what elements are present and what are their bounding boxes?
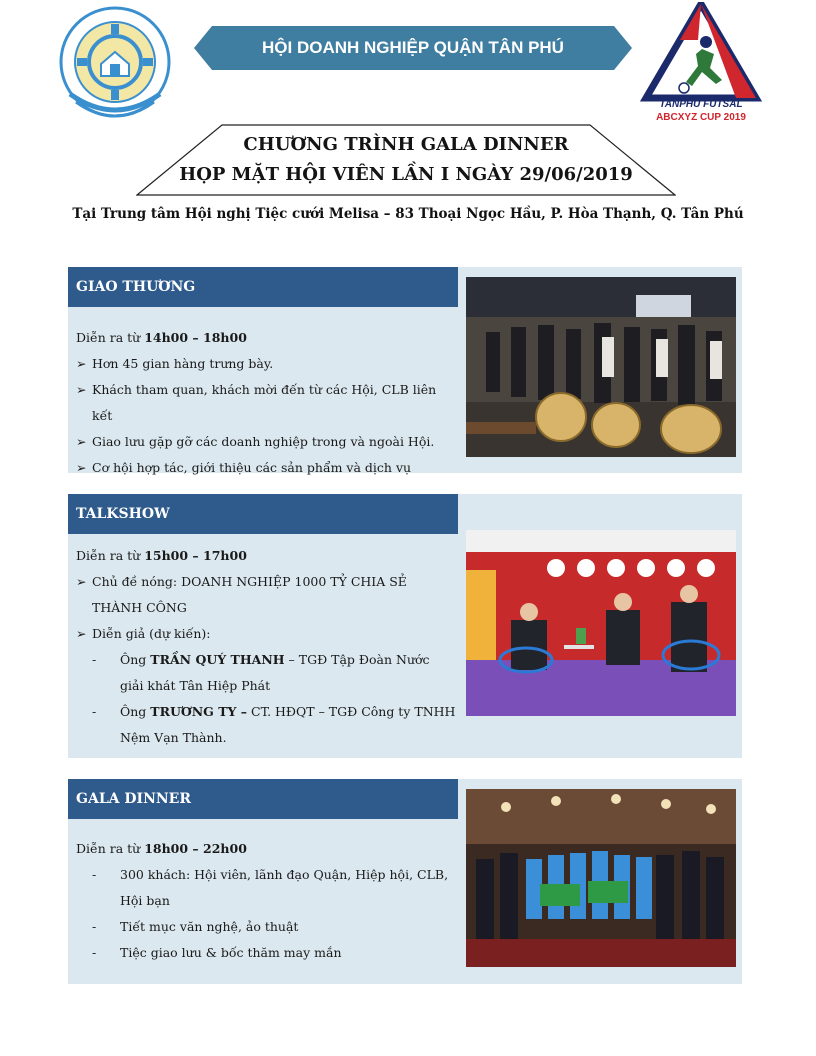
list-item: ➢ Khách tham quan, khách mời đến từ các Hội, CLB liên kết <box>76 382 437 423</box>
list-item: ➢ Giao lưu gặp gỡ các doanh nghiệp trong và ngoài Hội. <box>76 434 435 449</box>
title-line1: CHƯƠNG TRÌNH GALA DINNER <box>243 134 569 155</box>
time-range: Diễn ra từ 14h00 – 18h00 <box>76 330 247 345</box>
association-logo <box>56 6 174 124</box>
futsal-logo-line1: TANPHU FUTSAL <box>659 99 743 110</box>
futsal-cup-logo <box>640 2 762 130</box>
list-item: ➢ Hơn 45 gian hàng trưng bày. <box>76 356 274 371</box>
section-heading-text: GALA DINNER <box>76 791 191 807</box>
list-item: ➢ Chủ đề nóng: DOANH NGHIỆP 1000 TỶ CHIA SẺ THÀNH CÔNG <box>76 574 407 615</box>
speaker-item: - Ông TRƯƠNG TY – CT. HĐQT – TGĐ Công ty TNHH Nệm Vạn Thành. <box>92 704 456 745</box>
venue-text: Tại Trung tâm Hội nghị Tiệc cưới Melisa – 83 Thoại Ngọc Hầu, P. Hòa Thạnh, Q. Tân Phú <box>72 206 744 222</box>
list-item: - Tiệc giao lưu & bốc thăm may mắn <box>92 945 342 960</box>
futsal-logo-line2: ABCXYZ CUP 2019 <box>656 112 746 123</box>
list-item: - 300 khách: Hội viên, lãnh đạo Quận, Hiệp hội, CLB, Hội bạn <box>92 867 449 908</box>
list-item: ➢ Diễn giả (dự kiến): <box>76 626 211 641</box>
section-gala-dinner <box>68 779 742 984</box>
section-talkshow <box>68 494 742 758</box>
talkshow-photo <box>466 530 736 716</box>
trade-fair-photo <box>466 277 736 457</box>
title-line2: HỌP MẶT HỘI VIÊN LẦN I NGÀY 29/06/2019 <box>179 164 633 185</box>
program-title <box>136 124 676 196</box>
section-body <box>76 325 456 481</box>
time-range: Diễn ra từ 15h00 – 17h00 <box>76 548 247 563</box>
list-item: - Tiết mục văn nghệ, ảo thuật <box>92 919 299 934</box>
speaker-item: - Ông TRẦN QUÝ THANH – TGĐ Tập Đoàn Nước giải khát Tân Hiệp Phát <box>92 652 430 693</box>
org-banner <box>194 26 632 70</box>
org-banner-text: HỘI DOANH NGHIỆP QUẬN TÂN PHÚ <box>262 38 564 57</box>
section-heading <box>68 494 458 534</box>
section-heading <box>68 779 458 819</box>
section-giao-thuong <box>68 267 742 473</box>
section-body <box>76 836 456 966</box>
section-body <box>76 543 456 751</box>
section-heading-text: GIAO THƯƠNG <box>76 279 196 295</box>
gala-dinner-photo <box>466 789 736 967</box>
time-range: Diễn ra từ 18h00 – 22h00 <box>76 841 247 856</box>
list-item: ➢ Cơ hội hợp tác, giới thiệu các sản phẩm và dịch vụ <box>76 460 412 475</box>
section-heading-text: TALKSHOW <box>76 506 170 522</box>
section-heading <box>68 267 458 307</box>
